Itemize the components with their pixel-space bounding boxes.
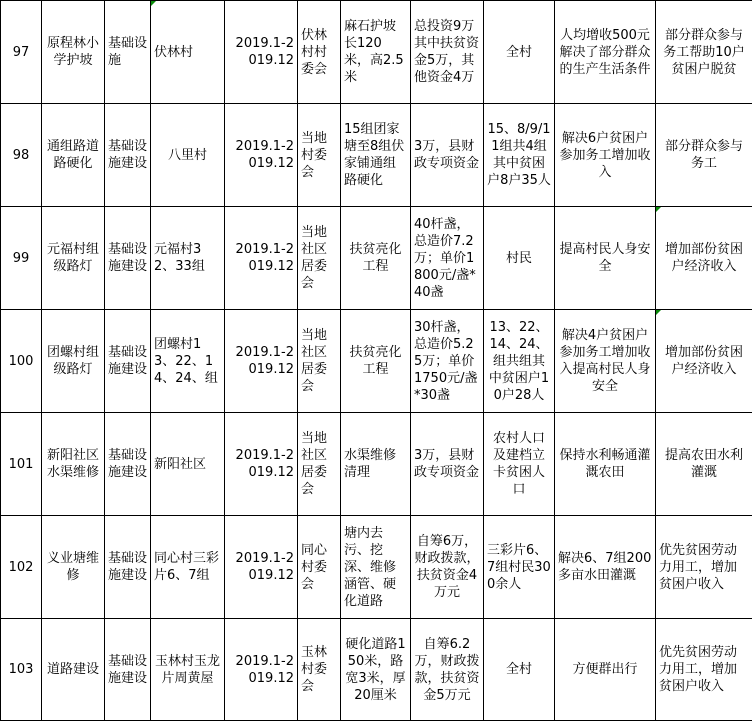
- benefit-mechanism: 部分群众参与务工帮助10户贫困户脱贫: [656, 1, 752, 104]
- beneficiaries: 农村人口及建档立卡贫困人口: [484, 413, 555, 516]
- project-type: 基础设施: [105, 1, 151, 104]
- project-name: 团螺村组级路灯: [42, 310, 105, 413]
- row-number: 103: [1, 619, 42, 721]
- responsible-unit: 当地社区居委会: [298, 413, 341, 516]
- beneficiaries: 全村: [484, 619, 555, 721]
- responsible-unit: 伏林村村委会: [298, 1, 341, 104]
- construction-content: 扶贫亮化工程: [341, 207, 411, 310]
- table-row: [1, 104, 752, 207]
- construction-period: 2019.1-2019.12: [225, 619, 298, 721]
- benefit-mechanism: 增加部份贫困户经济收入: [656, 310, 752, 413]
- table-row: [1, 516, 752, 619]
- expected-benefit: 解决6、7组200多亩水田灌溉: [555, 516, 656, 619]
- funding: 自筹6万，财政拨款，扶贫资金4万元: [411, 516, 484, 619]
- expected-benefit: 解决6户贫困户参加务工增加收入: [555, 104, 656, 207]
- row-number: 99: [1, 207, 42, 310]
- funding: 3万，县财政专项资金: [411, 413, 484, 516]
- beneficiaries: 全村: [484, 1, 555, 104]
- benefit-mechanism: 增加部份贫困户经济收入: [656, 207, 752, 310]
- responsible-unit: 玉林村委会: [298, 619, 341, 721]
- benefit-mechanism: 提高农田水利灌溉: [656, 413, 752, 516]
- expected-benefit: 解决4户贫困户参加务工增加收入提高村民人身安全: [555, 310, 656, 413]
- funding: 总投资9万其中扶贫资金5万，其他资金4万: [411, 1, 484, 104]
- construction-content: 扶贫亮化工程: [341, 310, 411, 413]
- project-location: 新阳社区: [151, 413, 225, 516]
- expected-benefit: 人均增收500元解决了部分群众的生产生活条件: [555, 1, 656, 104]
- row-number: 97: [1, 1, 42, 104]
- funding: 3万，县财政专项资金: [411, 104, 484, 207]
- construction-period: 2019.1-2019.12: [225, 310, 298, 413]
- table-row: [1, 310, 752, 413]
- table-row: [1, 1, 752, 104]
- expected-benefit: 方便群出行: [555, 619, 656, 721]
- beneficiaries: 三彩片6、7组村民300余人: [484, 516, 555, 619]
- project-name: 道路建设: [42, 619, 105, 721]
- benefit-mechanism: 优先贫困劳动力用工，增加贫困户收入: [656, 619, 752, 721]
- construction-period: 2019.1-2019.12: [225, 207, 298, 310]
- beneficiaries: 13、22、14、24、组共组其中贫困户10户28人: [484, 310, 555, 413]
- project-name: 新阳社区水渠维修: [42, 413, 105, 516]
- project-name: 元福村组级路灯: [42, 207, 105, 310]
- responsible-unit: 同心村委会: [298, 516, 341, 619]
- benefit-mechanism: 部分群众参与务工: [656, 104, 752, 207]
- project-type: 基础设施建设: [105, 310, 151, 413]
- project-name: 义业塘维修: [42, 516, 105, 619]
- funding: 自筹6.2万，财政拨款，扶贫资金5万元: [411, 619, 484, 721]
- construction-period: 2019.1-2019.12: [225, 1, 298, 104]
- beneficiaries: 15、8/9/11组共4组其中贫困户8户35人: [484, 104, 555, 207]
- funding: 30杆盏，总造价5.25万；单价1750元/盏*30盏: [411, 310, 484, 413]
- project-location: 伏林村: [151, 1, 225, 104]
- construction-content: 硬化道路150米，路宽3米，厚20厘米: [341, 619, 411, 721]
- project-type: 基础设施建设: [105, 516, 151, 619]
- project-type: 基础设施建设: [105, 413, 151, 516]
- row-number: 102: [1, 516, 42, 619]
- project-type: 基础设施建设: [105, 619, 151, 721]
- beneficiaries: 村民: [484, 207, 555, 310]
- project-location: 元福村32、33组: [151, 207, 225, 310]
- project-type: 基础设施建设: [105, 207, 151, 310]
- row-number: 100: [1, 310, 42, 413]
- construction-content: 塘内去污、挖深、维修涵管、硬化道路: [341, 516, 411, 619]
- responsible-unit: 当地村委会: [298, 104, 341, 207]
- row-number: 98: [1, 104, 42, 207]
- construction-content: 水渠维修清理: [341, 413, 411, 516]
- table-row: [1, 619, 752, 721]
- project-location: 玉林村玉龙片周黄屋: [151, 619, 225, 721]
- construction-content: 麻石护坡长120米，高2.5米: [341, 1, 411, 104]
- construction-period: 2019.1-2019.12: [225, 413, 298, 516]
- table-row: [1, 413, 752, 516]
- project-location: 团螺村13、22、14、24、组: [151, 310, 225, 413]
- funding: 40杆盏，总造价7.2万；单价1800元/盏*40盏: [411, 207, 484, 310]
- project-location: 同心村三彩片6、7组: [151, 516, 225, 619]
- responsible-unit: 当地社区居委会: [298, 207, 341, 310]
- project-type: 基础设施建设: [105, 104, 151, 207]
- project-name: 原程林小学护坡: [42, 1, 105, 104]
- expected-benefit: 提高村民人身安全: [555, 207, 656, 310]
- project-name: 通组路道路硬化: [42, 104, 105, 207]
- construction-period: 2019.1-2019.12: [225, 104, 298, 207]
- table-row: [1, 207, 752, 310]
- construction-content: 15组团家塘至8组伏家铺通组路硬化: [341, 104, 411, 207]
- project-location: 八里村: [151, 104, 225, 207]
- expected-benefit: 保持水利畅通灌溉农田: [555, 413, 656, 516]
- construction-period: 2019.1-2019.12: [225, 516, 298, 619]
- benefit-mechanism: 优先贫困劳动力用工，增加贫困户收入: [656, 516, 752, 619]
- responsible-unit: 当地社区居委会: [298, 310, 341, 413]
- row-number: 101: [1, 413, 42, 516]
